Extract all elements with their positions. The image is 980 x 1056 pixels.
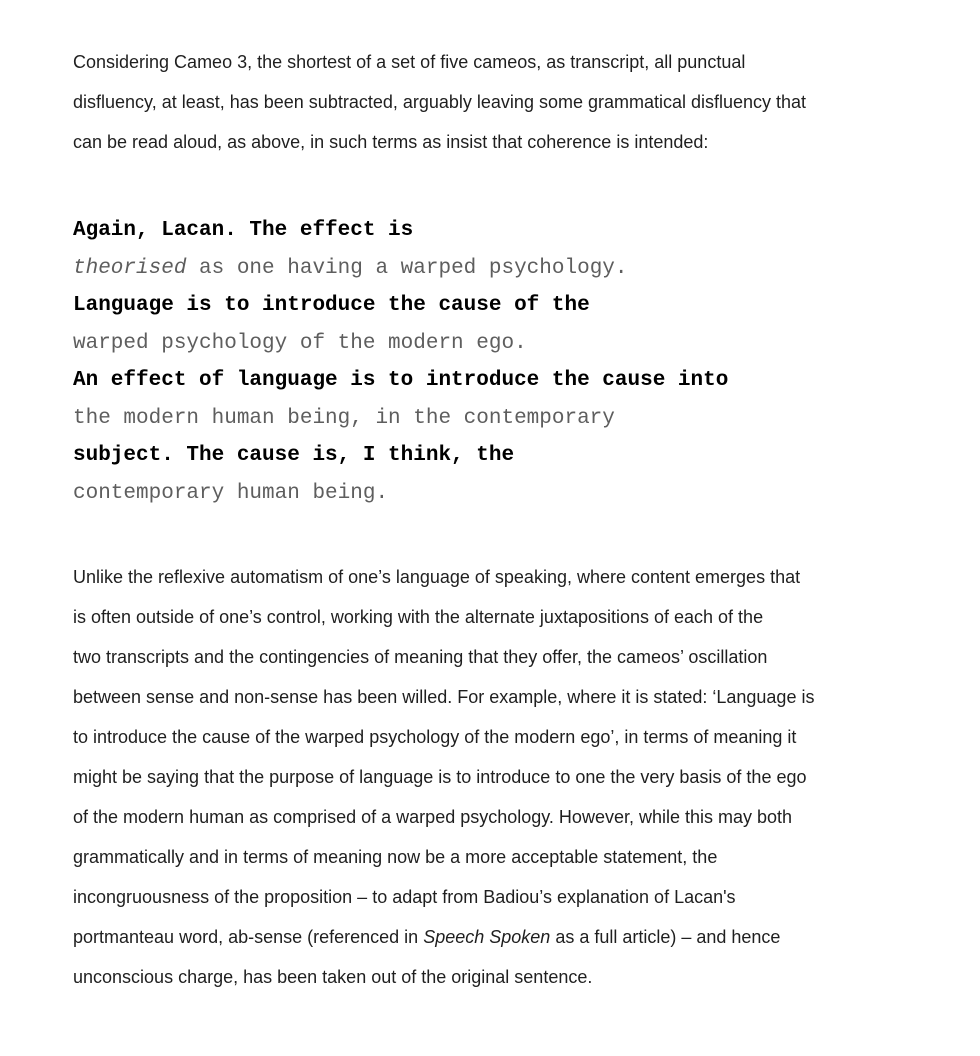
italic-text: Speech Spoken <box>423 927 551 947</box>
text-line: the modern human being, in the contemporary <box>73 406 615 430</box>
cameo-transcript-block <box>73 212 910 512</box>
transcript-line-bold: subject. The cause is, I think, the <box>73 444 515 467</box>
text-line: to introduce the cause of the warped psychology of the modern ego’, in terms of meaning it <box>73 727 797 747</box>
text-line: unconscious charge, has been taken out of the original sentence. <box>73 967 593 987</box>
text-line: Considering Cameo 3, the shortest of a set of five cameos, as transcript, all punctual <box>73 52 746 72</box>
text-line: of the modern human as comprised of a warped psychology. However, while this may both <box>73 807 793 827</box>
text-line: portmanteau word, ab-sense (referenced in Speech Spoken as a full article) – and hence <box>73 927 781 947</box>
text-line: contemporary human being. <box>73 481 389 505</box>
commentary-paragraph <box>73 557 910 997</box>
transcript-line-bold: An effect of language is to introduce the cause into <box>73 369 729 392</box>
text-line: might be saying that the purpose of language is to introduce to one the very basis of the ego <box>73 767 807 787</box>
transcript-line-bold: Language is to introduce the cause of the <box>73 294 590 317</box>
intro-paragraph <box>73 42 910 162</box>
text-line: two transcripts and the contingencies of meaning that they offer, the cameos’ oscillation <box>73 647 768 667</box>
text-line: grammatically and in terms of meaning now be a more acceptable statement, the <box>73 847 718 867</box>
text-line: theorised as one having a warped psychology. <box>73 256 628 280</box>
text-line: is often outside of one’s control, working with the alternate juxtapositions of each of the <box>73 607 764 627</box>
text-line: incongruousness of the proposition – to adapt from Badiou’s explanation of Lacan's <box>73 887 736 907</box>
text-line: between sense and non-sense has been willed. For example, where it is stated: ‘Language is <box>73 687 815 707</box>
text-line: can be read aloud, as above, in such terms as insist that coherence is intended: <box>73 132 709 152</box>
text-line: warped psychology of the modern ego. <box>73 331 527 355</box>
italic-text: theorised <box>73 256 187 280</box>
text-line: disfluency, at least, has been subtracted, arguably leaving some grammatical disfluency that <box>73 92 807 112</box>
transcript-line-bold: Again, Lacan. The effect is <box>73 219 414 242</box>
text-line: Unlike the reflexive automatism of one’s language of speaking, where content emerges that <box>73 567 801 587</box>
